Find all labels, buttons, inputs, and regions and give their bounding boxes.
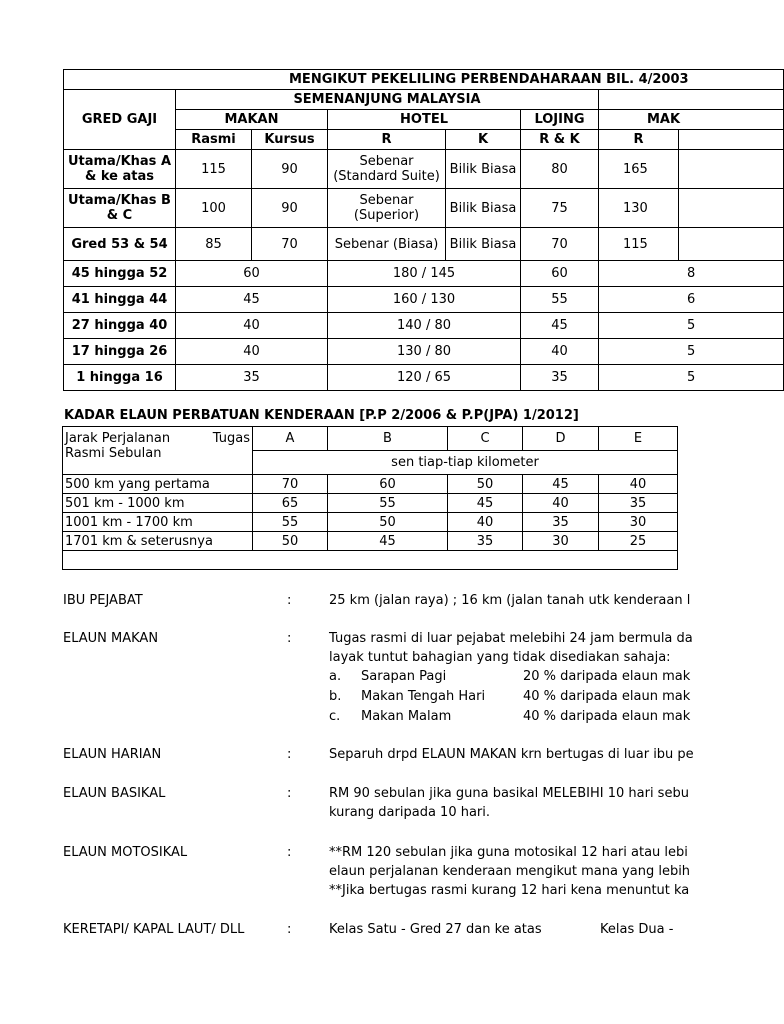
- blank-cell: [679, 228, 784, 261]
- meal-pct: 20 % daripada elaun mak: [523, 669, 691, 684]
- makan-cell: 40: [176, 313, 328, 339]
- hotel-cell: 130 / 80: [328, 339, 521, 365]
- table-row: [64, 228, 784, 261]
- range-cell: 1701 km & seterusnya: [63, 532, 253, 551]
- hotel-header: HOTEL: [328, 110, 521, 130]
- lojing-cell: 60: [521, 261, 599, 287]
- table-row: [64, 365, 784, 391]
- lojing-cell: 70: [521, 228, 599, 261]
- cut-header: MAK: [599, 110, 784, 130]
- gred-cell: 41 hingga 44: [64, 287, 176, 313]
- table-row: [64, 150, 784, 189]
- lojing-header: LOJING: [521, 110, 599, 130]
- rate-cell: 55: [253, 513, 328, 532]
- rate-cell: 40: [599, 475, 678, 494]
- hotel-cell: 120 / 65: [328, 365, 521, 391]
- kursus-cell: 70: [252, 228, 328, 261]
- hotel-cell: 160 / 130: [328, 287, 521, 313]
- rate-cell: 65: [253, 494, 328, 513]
- class-c-header: C: [448, 427, 523, 451]
- rate-cell: 35: [448, 532, 523, 551]
- hotel-k-cell: Bilik Biasa: [446, 150, 521, 189]
- r2-header: R: [599, 130, 679, 150]
- lojing-cell: 80: [521, 150, 599, 189]
- ibu-pejabat-label: IBU PEJABAT: [63, 593, 143, 608]
- extra-cell: 5: [599, 365, 784, 391]
- hotel-k-cell: Bilik Biasa: [446, 228, 521, 261]
- unit-header: sen tiap-tiap kilometer: [253, 451, 678, 475]
- colon: :: [287, 747, 292, 762]
- table-row: [63, 532, 678, 551]
- keretapi-value2: Kelas Dua -: [600, 922, 674, 937]
- elaun-makan-line1: Tugas rasmi di luar pejabat melebihi 24 jam bermula da: [329, 631, 693, 646]
- extra-cell: 5: [599, 339, 784, 365]
- hotel-r-cell: Sebenar (Superior): [328, 189, 446, 228]
- rate-cell: 50: [448, 475, 523, 494]
- extra-cell: 5: [599, 313, 784, 339]
- rate-cell: 45: [328, 532, 448, 551]
- meal-key: b.: [329, 689, 342, 704]
- gred-cell: 27 hingga 40: [64, 313, 176, 339]
- elaun-basikal-line1: RM 90 sebulan jika guna basikal MELEBIHI 10 hari sebu: [329, 786, 689, 801]
- hotel-k-cell: Bilik Biasa: [446, 189, 521, 228]
- table-row: [64, 287, 784, 313]
- blank-cell: [679, 189, 784, 228]
- colon: :: [287, 786, 292, 801]
- mileage-title: KADAR ELAUN PERBATUAN KENDERAAN [P.P 2/2006 & P.P(JPA) 1/2012]: [64, 408, 579, 423]
- hotel-r-header: R: [328, 130, 446, 150]
- meal-name: Sarapan Pagi: [361, 669, 447, 684]
- rate-cell: 50: [328, 513, 448, 532]
- region-header: SEMENANJUNG MALAYSIA: [176, 90, 599, 110]
- colon: :: [287, 845, 292, 860]
- extra-cell: 165: [599, 150, 679, 189]
- meal-name: Makan Tengah Hari: [361, 689, 486, 704]
- rasmi-cell: 85: [176, 228, 252, 261]
- elaun-basikal-label: ELAUN BASIKAL: [63, 786, 166, 801]
- makan-cell: 60: [176, 261, 328, 287]
- meal-pct: 40 % daripada elaun mak: [523, 709, 691, 724]
- lojing-cell: 45: [521, 313, 599, 339]
- blank-header: [679, 130, 784, 150]
- range-cell: 501 km - 1000 km: [63, 494, 253, 513]
- hotel-r-cell: Sebenar (Standard Suite): [328, 150, 446, 189]
- rate-cell: 50: [253, 532, 328, 551]
- lojing-cell: 55: [521, 287, 599, 313]
- elaun-motosikal-line2: elaun perjalanan kenderaan mengikut mana yang lebih: [329, 864, 691, 879]
- hotel-cell: 140 / 80: [328, 313, 521, 339]
- class-a-header: A: [253, 427, 328, 451]
- elaun-makan-label: ELAUN MAKAN: [63, 631, 159, 646]
- hotel-r-cell: Sebenar (Biasa): [328, 228, 446, 261]
- makan-header: MAKAN: [176, 110, 328, 130]
- range-header-a: Jarak Perjalanan: [65, 431, 171, 446]
- gred-cell: 45 hingga 52: [64, 261, 176, 287]
- meal-pct: 40 % daripada elaun mak: [523, 689, 691, 704]
- table-row: [63, 513, 678, 532]
- elaun-motosikal-line3: **Jika bertugas rasmi kurang 12 hari kena menuntut ka: [329, 883, 690, 898]
- makan-cell: 35: [176, 365, 328, 391]
- extra-cell: 6: [599, 287, 784, 313]
- lojing-cell: 35: [521, 365, 599, 391]
- range-cell: 500 km yang pertama: [63, 475, 253, 494]
- range-header-c: Rasmi Sebulan: [65, 446, 162, 461]
- rate-cell: 45: [448, 494, 523, 513]
- rasmi-header: Rasmi: [176, 130, 252, 150]
- gred-cell: Utama/Khas A & ke atas: [64, 150, 176, 189]
- elaun-basikal-line2: kurang daripada 10 hari.: [329, 805, 491, 820]
- gred-cell: Gred 53 & 54: [64, 228, 176, 261]
- keretapi-value1: Kelas Satu - Gred 27 dan ke atas: [329, 922, 542, 937]
- rasmi-cell: 115: [176, 150, 252, 189]
- colon: :: [287, 922, 292, 937]
- range-header-b: Tugas: [212, 431, 250, 446]
- rate-cell: 55: [328, 494, 448, 513]
- extra-cell: 130: [599, 189, 679, 228]
- rate-cell: 70: [253, 475, 328, 494]
- table-row: [63, 494, 678, 513]
- kursus-header: Kursus: [252, 130, 328, 150]
- meal-key: c.: [329, 709, 341, 724]
- kursus-cell: 90: [252, 189, 328, 228]
- meal-key: a.: [329, 669, 342, 684]
- table-row: [64, 261, 784, 287]
- ibu-pejabat-value: 25 km (jalan raya) ; 16 km (jalan tanah utk kenderaan l: [329, 593, 691, 608]
- rate-cell: 35: [523, 513, 599, 532]
- elaun-makan-line2: layak tuntut bahagian yang tidak disediakan sahaja:: [329, 650, 671, 665]
- class-e-header: E: [599, 427, 678, 451]
- elaun-harian-value: Separuh drpd ELAUN MAKAN krn bertugas di luar ibu pe: [329, 747, 694, 762]
- mileage-table: [62, 426, 678, 570]
- extra-cell: 8: [599, 261, 784, 287]
- region-cut: [599, 90, 784, 110]
- hotel-k-header: K: [446, 130, 521, 150]
- elaun-motosikal-line1: **RM 120 sebulan jika guna motosikal 12 hari atau lebi: [329, 845, 688, 860]
- rates-table: [63, 69, 784, 391]
- colon: :: [287, 593, 292, 608]
- range-header: [63, 427, 253, 475]
- rate-cell: 60: [328, 475, 448, 494]
- extra-cell: 115: [599, 228, 679, 261]
- rate-cell: 30: [599, 513, 678, 532]
- colon: :: [287, 631, 292, 646]
- keretapi-label: KERETAPI/ KAPAL LAUT/ DLL: [63, 922, 245, 937]
- rate-cell: 40: [448, 513, 523, 532]
- rk-header: R & K: [521, 130, 599, 150]
- lojing-cell: 40: [521, 339, 599, 365]
- table-row: [64, 339, 784, 365]
- table-row: [63, 475, 678, 494]
- table-row: [64, 189, 784, 228]
- meal-name: Makan Malam: [361, 709, 452, 724]
- makan-cell: 40: [176, 339, 328, 365]
- blank-cell: [679, 150, 784, 189]
- rate-cell: 40: [523, 494, 599, 513]
- makan-cell: 45: [176, 287, 328, 313]
- class-d-header: D: [523, 427, 599, 451]
- rate-cell: 45: [523, 475, 599, 494]
- lojing-cell: 75: [521, 189, 599, 228]
- empty-cell: [63, 551, 678, 570]
- class-b-header: B: [328, 427, 448, 451]
- gred-cell: 17 hingga 26: [64, 339, 176, 365]
- rate-cell: 25: [599, 532, 678, 551]
- table-row: [64, 313, 784, 339]
- table1-title: MENGIKUT PEKELILING PERBENDAHARAAN BIL. 4/2003: [64, 70, 784, 90]
- rate-cell: 35: [599, 494, 678, 513]
- hotel-cell: 180 / 145: [328, 261, 521, 287]
- elaun-motosikal-label: ELAUN MOTOSIKAL: [63, 845, 188, 860]
- gred-cell: Utama/Khas B & C: [64, 189, 176, 228]
- range-cell: 1001 km - 1700 km: [63, 513, 253, 532]
- elaun-harian-label: ELAUN HARIAN: [63, 747, 162, 762]
- rasmi-cell: 100: [176, 189, 252, 228]
- table-row-empty: [63, 551, 678, 570]
- gred-header: GRED GAJI: [64, 90, 176, 150]
- gred-cell: 1 hingga 16: [64, 365, 176, 391]
- kursus-cell: 90: [252, 150, 328, 189]
- rate-cell: 30: [523, 532, 599, 551]
